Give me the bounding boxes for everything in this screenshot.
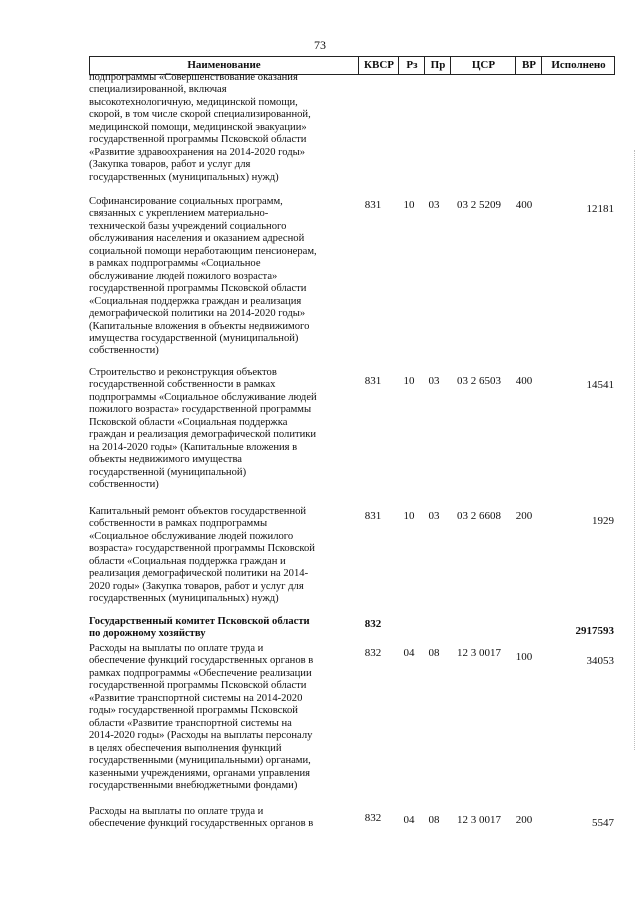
row-name: Расходы на выплаты по оплате труда и обеспечение функций государственных органов в рамках подпрограммы «Обеспечение реализации государственной программы Псковской области «Развитие транспортной системы на 2014-2020 годы» государственной программы Псковской области «Развитие транспортной системы на 2014-2020 годы» (Расходы на выплаты персоналу в целях обеспечения выполнения функций государственными (муниципальными) органами, казенными учреждениями, органами управления государственными внебюджетными фондами) xyxy=(89,643,314,791)
row-rz: 10 xyxy=(403,510,415,522)
row-ispolneno: 14541 xyxy=(586,379,614,391)
row-pr: 03 xyxy=(428,510,440,522)
row-name: Софинансирование социальных программ, связанных с укреплением материально- технической базы учреждений социального обслуживания населения и оказанием адресной социальной помощи неработающим пенсионерам, в рамках подпрограммы «Социальное обслуживание людей пожилого возраста» государственной программы Псковской области «Социальная поддержка граждан и реализация демографической политики на 2014-2020 годы» (Капитальные вложения в объекты недвижимого имущества государственной (муниципальной) собственности) xyxy=(89,196,317,357)
row-kvsr: 831 xyxy=(364,510,382,522)
row-vr: 400 xyxy=(515,199,533,211)
row-name: Государственный комитет Псковской области по дорожному хозяйству xyxy=(89,616,310,640)
row-kvsr: 831 xyxy=(364,375,382,387)
row-vr: 400 xyxy=(515,375,533,387)
page-number: 73 xyxy=(314,38,326,52)
row-rz: 04 xyxy=(403,814,415,826)
row-rz: 04 xyxy=(403,647,415,659)
row-ispolneno: 5547 xyxy=(592,817,614,829)
header-csr: ЦСР xyxy=(450,57,516,74)
row-ispolneno: 2917593 xyxy=(575,625,614,637)
row-vr: 200 xyxy=(515,814,533,826)
row-pr: 03 xyxy=(428,199,440,211)
row-csr: 03 2 6503 xyxy=(457,375,501,387)
header-rz: Рз xyxy=(398,57,425,74)
row-vr: 100 xyxy=(515,651,533,663)
row-name: Капитальный ремонт объектов государственной собственности в рамках подпрограммы «Социальное обслуживание людей пожилого возраста» государственной программы Псковской области «Социальная поддержка граждан и реализация демографической политики на 2014- 2020 годы» (Закупка товаров, работ и услуг для государственных (муниципальных) нужд) xyxy=(89,506,315,605)
header-name: Наименование xyxy=(187,59,261,71)
row-kvsr: 832 xyxy=(364,812,382,824)
row-csr: 03 2 6608 xyxy=(457,510,501,522)
row-kvsr: 831 xyxy=(364,199,382,211)
row-pr: 08 xyxy=(428,647,440,659)
row-vr: 200 xyxy=(515,510,533,522)
row-rz: 10 xyxy=(403,375,415,387)
row-csr: 03 2 5209 xyxy=(457,199,501,211)
row-kvsr: 832 xyxy=(364,618,382,630)
row-pr: 08 xyxy=(428,814,440,826)
scan-margin-line xyxy=(633,150,635,750)
row-csr: 12 3 0017 xyxy=(457,647,501,659)
header-kvsr: КВСР xyxy=(358,57,399,74)
row-pr: 03 xyxy=(428,375,440,387)
row-csr: 12 3 0017 xyxy=(457,814,501,826)
header-vr: ВР xyxy=(515,57,542,74)
row-name: Строительство и реконструкция объектов государственной собственности в рамках подпрограммы «Социальное обслуживание людей пожилого возраста» государственной программы Псковской области «Социальная поддержка граждан и реализация демографической политики на 2014-2020 годы» (Капитальные вложения в объекты недвижимого имущества государственной (муниципальной) собственности) xyxy=(89,367,317,491)
row-ispolneno: 1929 xyxy=(592,515,614,527)
row-ispolneno: 34053 xyxy=(586,655,614,667)
header-ispolneno: Исполнено xyxy=(541,57,615,74)
row-name: подпрограммы «Совершенствование оказания специализированной, включая высокотехнологичную, медицинской помощи, скорой, в том числе скорой специализированной, медицинской помощи, медицинской эвакуации» государственной программы Псковской области «Развитие здравоохранения на 2014-2020 годы» (Закупка товаров, работ и услуг для государственных (муниципальных) нужд) xyxy=(89,72,311,183)
row-rz: 10 xyxy=(403,199,415,211)
header-pr: Пр xyxy=(424,57,451,74)
row-name: Расходы на выплаты по оплате труда и обеспечение функций государственных органов в xyxy=(89,806,314,830)
row-ispolneno: 12181 xyxy=(586,203,614,215)
row-kvsr: 832 xyxy=(364,647,382,659)
